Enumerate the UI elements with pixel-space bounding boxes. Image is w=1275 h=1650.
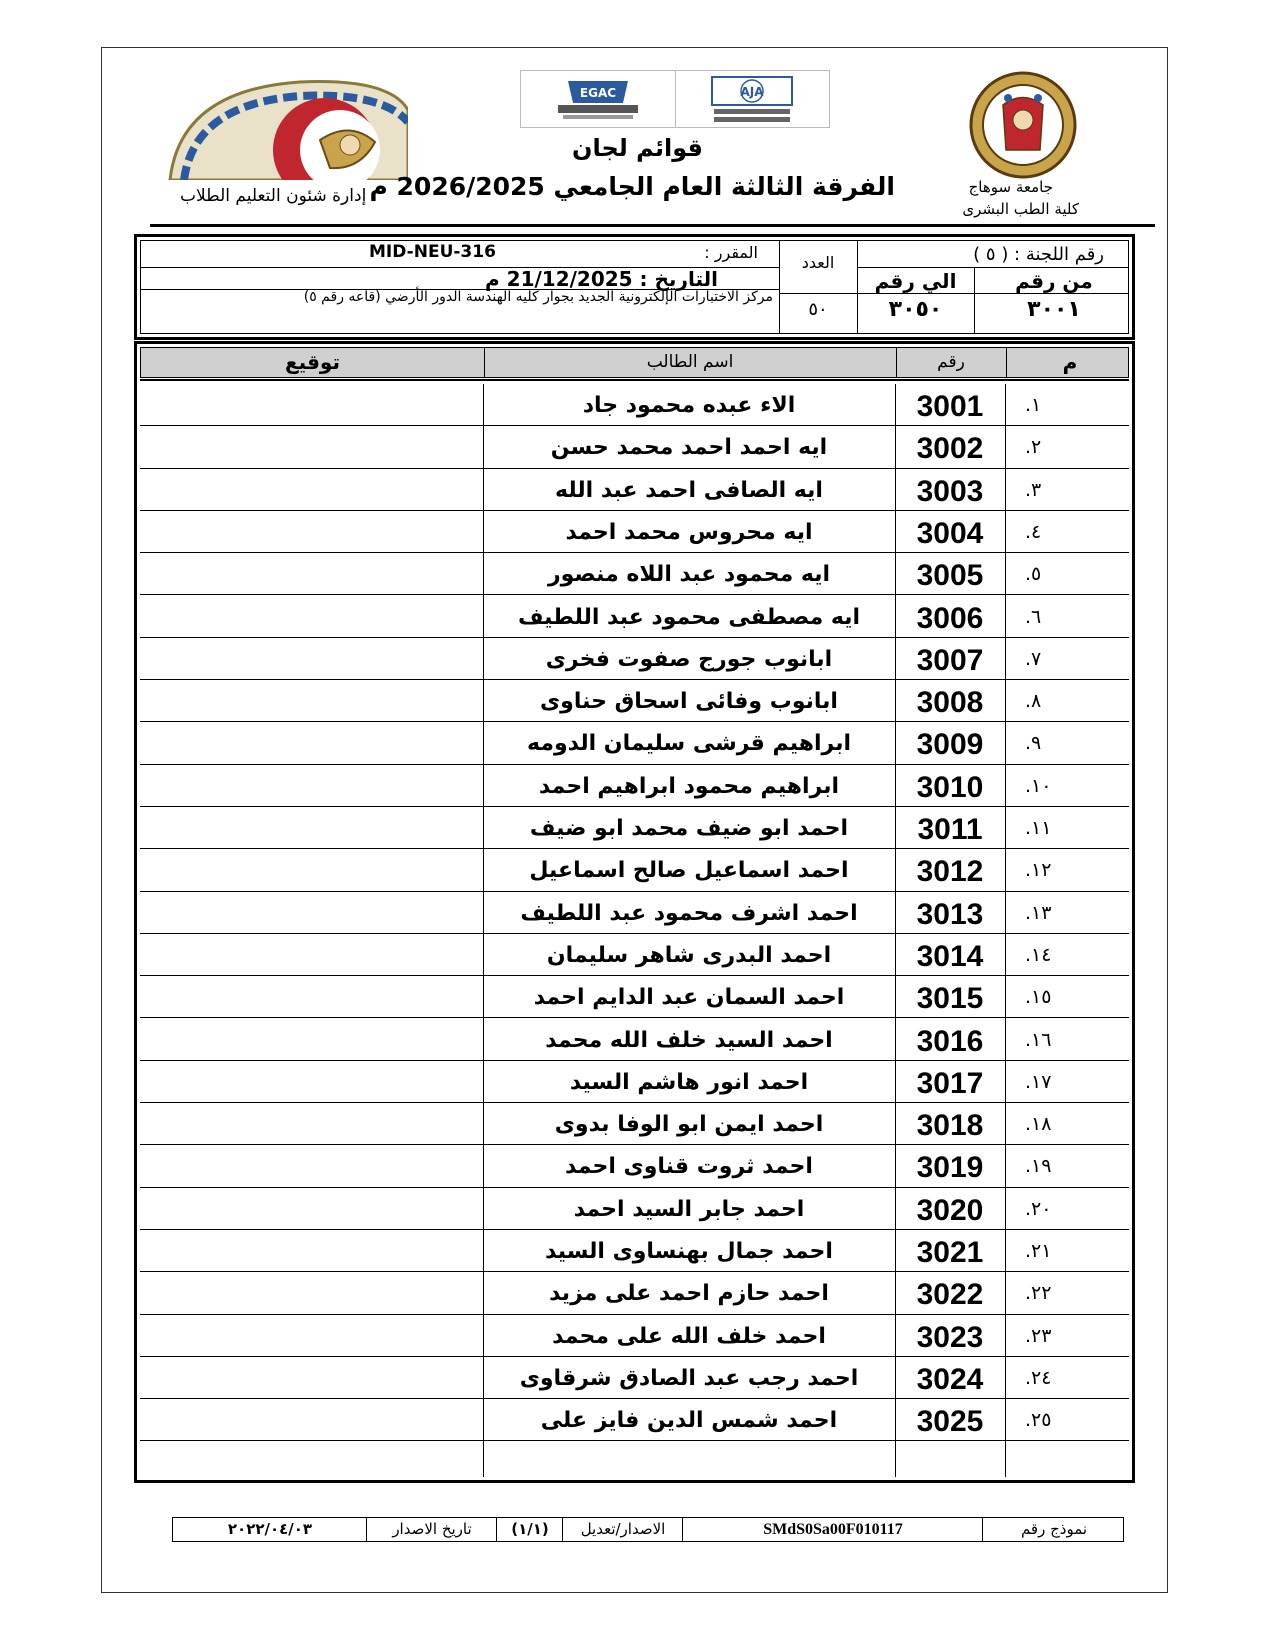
sohag-university-logo bbox=[968, 70, 1078, 180]
student-id: 3018 bbox=[916, 1109, 984, 1143]
course-label: المقرر : bbox=[704, 243, 758, 262]
signature-cell[interactable] bbox=[140, 1188, 483, 1231]
header-divider bbox=[150, 224, 1155, 227]
signature-cell[interactable] bbox=[140, 892, 483, 935]
table-row bbox=[140, 426, 1129, 468]
university-name: جامعة سوهاج bbox=[968, 178, 1053, 196]
student-id: 3006 bbox=[916, 601, 984, 635]
student-id: 3024 bbox=[916, 1362, 984, 1396]
student-id: 3004 bbox=[916, 516, 984, 550]
table-row bbox=[140, 1061, 1129, 1103]
page-title: قوائم لجان bbox=[572, 134, 703, 162]
table-row bbox=[140, 680, 1129, 722]
row-index: ٦. bbox=[1025, 605, 1042, 628]
students-table bbox=[134, 341, 1135, 1483]
table-row bbox=[140, 1103, 1129, 1145]
count-label: العدد bbox=[801, 253, 835, 272]
signature-cell[interactable] bbox=[140, 807, 483, 850]
student-id: 3023 bbox=[916, 1320, 984, 1354]
header-signature: توقيع bbox=[285, 350, 340, 374]
table-row bbox=[140, 1230, 1129, 1272]
table-row bbox=[140, 1357, 1129, 1399]
issue-date-label: تاريخ الاصدار bbox=[392, 1520, 472, 1538]
table-row bbox=[140, 976, 1129, 1018]
student-id: 3021 bbox=[916, 1236, 984, 1269]
student-id: 3010 bbox=[916, 770, 984, 804]
student-id: 3016 bbox=[916, 1024, 984, 1058]
signature-cell[interactable] bbox=[140, 1399, 483, 1442]
row-index: ٢. bbox=[1025, 436, 1042, 459]
row-index: ١٢. bbox=[1025, 859, 1052, 882]
student-id: 3001 bbox=[916, 390, 984, 423]
row-index: ١٥. bbox=[1025, 986, 1052, 1009]
signature-cell[interactable] bbox=[140, 596, 483, 639]
row-index: ١٩. bbox=[1025, 1155, 1052, 1178]
header-id: رقم bbox=[937, 352, 965, 372]
header-student-name: اسم الطالب bbox=[646, 352, 734, 372]
exam-location: مركز الاختبارات الإلكترونية الجديد بجوار كليه الهندسة الدور الأرضي (قاعه رقم ٥) bbox=[303, 289, 773, 305]
svg-text:AJA: AJA bbox=[740, 85, 764, 99]
signature-cell[interactable] bbox=[140, 384, 483, 427]
table-row bbox=[140, 596, 1129, 638]
student-name: احمد رجب عبد الصادق شرقاوى bbox=[519, 1365, 859, 1391]
table-row bbox=[140, 638, 1129, 680]
table-row bbox=[140, 722, 1129, 764]
student-name: احمد خلف الله على محمد bbox=[552, 1323, 826, 1349]
student-id: 3002 bbox=[916, 432, 984, 466]
version-value: (١/١) bbox=[511, 1520, 549, 1538]
student-name: احمد السيد خلف الله محمد bbox=[545, 1027, 833, 1053]
table-header bbox=[140, 347, 1129, 378]
row-index: ٢٤. bbox=[1025, 1366, 1052, 1389]
signature-cell[interactable] bbox=[140, 976, 483, 1019]
table-row bbox=[140, 892, 1129, 934]
student-name: ايه محروس محمد احمد bbox=[565, 519, 813, 545]
signature-cell[interactable] bbox=[140, 1103, 483, 1146]
certification-logos bbox=[520, 70, 830, 128]
student-id: 3019 bbox=[916, 1151, 984, 1185]
student-name: احمد البدرى شاهر سليمان bbox=[546, 942, 832, 968]
student-name: ايه مصطفى محمود عبد اللطيف bbox=[517, 604, 861, 630]
count-value: ٥٠ bbox=[808, 299, 828, 320]
signature-cell[interactable] bbox=[140, 469, 483, 512]
signature-cell[interactable] bbox=[140, 934, 483, 977]
signature-cell[interactable] bbox=[140, 638, 483, 681]
committee-info-box bbox=[134, 234, 1135, 340]
student-id: 3013 bbox=[916, 897, 984, 931]
student-id: 3022 bbox=[916, 1278, 984, 1312]
row-index: ٩. bbox=[1025, 732, 1042, 755]
row-index: ٢٢. bbox=[1025, 1282, 1052, 1305]
egac-logo bbox=[521, 71, 675, 127]
signature-cell[interactable] bbox=[140, 1019, 483, 1062]
signature-cell[interactable] bbox=[140, 426, 483, 469]
student-name: ايه احمد احمد محمد حسن bbox=[550, 435, 828, 461]
table-row bbox=[140, 469, 1129, 511]
signature-cell[interactable] bbox=[140, 511, 483, 554]
form-number-label: نموذج رقم bbox=[1020, 1520, 1088, 1538]
exam-date: التاريخ : 21/12/2025 م bbox=[485, 267, 718, 291]
row-index: ٢٥. bbox=[1025, 1409, 1052, 1432]
student-name: ابراهيم قرشى سليمان الدومه bbox=[526, 731, 851, 757]
committee-number: رقم اللجنة : ( ٥ ) bbox=[973, 244, 1104, 265]
table-row bbox=[140, 807, 1129, 849]
aja-logo bbox=[676, 71, 830, 127]
student-id: 3008 bbox=[916, 686, 984, 720]
student-name: احمد حازم احمد على مزيد bbox=[549, 1281, 829, 1307]
signature-cell[interactable] bbox=[140, 1357, 483, 1400]
student-name: احمد جمال بهنساوى السيد bbox=[545, 1239, 833, 1264]
student-id: 3011 bbox=[917, 813, 983, 846]
row-index: ٧. bbox=[1025, 647, 1042, 670]
row-index: ١٠. bbox=[1025, 774, 1052, 797]
signature-cell[interactable] bbox=[140, 680, 483, 723]
row-index: ٤. bbox=[1025, 520, 1042, 543]
signature-cell[interactable] bbox=[140, 1272, 483, 1315]
student-name: ابراهيم محمود ابراهيم احمد bbox=[538, 773, 840, 799]
row-index: ٨. bbox=[1025, 690, 1042, 713]
table-row bbox=[140, 553, 1129, 595]
student-name: احمد اسماعيل صالح اسماعيل bbox=[529, 858, 849, 884]
version-label: الاصدار/تعديل bbox=[580, 1520, 666, 1538]
to-number-label: الي رقم bbox=[874, 269, 957, 293]
issue-date-value: ٢٠٢٢/٠٤/٠٣ bbox=[227, 1520, 313, 1538]
to-number-value: ٣٠٥٠ bbox=[888, 297, 943, 322]
table-row bbox=[140, 934, 1129, 976]
table-row bbox=[140, 849, 1129, 891]
student-id: 3020 bbox=[916, 1193, 984, 1227]
table-row bbox=[140, 1188, 1129, 1230]
student-id: 3025 bbox=[916, 1405, 984, 1439]
row-index: ٢٣. bbox=[1025, 1324, 1052, 1347]
table-row bbox=[140, 765, 1129, 807]
table-row bbox=[140, 1315, 1129, 1357]
student-name: احمد ثروت قناوى احمد bbox=[565, 1154, 813, 1180]
table-row bbox=[140, 1272, 1129, 1314]
faculty-of-medicine-logo bbox=[160, 70, 408, 180]
student-id: 3015 bbox=[916, 982, 984, 1016]
row-index: ٢٠. bbox=[1025, 1197, 1052, 1220]
row-index: ٢١. bbox=[1025, 1240, 1052, 1262]
signature-cell[interactable] bbox=[140, 1061, 483, 1104]
student-name: احمد شمس الدين فايز على bbox=[540, 1408, 838, 1434]
course-code: MID-NEU-316 bbox=[369, 242, 496, 262]
student-name: ابانوب جورج صفوت فخرى bbox=[545, 646, 833, 672]
row-index: ١١. bbox=[1025, 817, 1052, 839]
row-index: ١٣. bbox=[1025, 901, 1052, 924]
table-row bbox=[140, 1145, 1129, 1187]
row-index: ١٦. bbox=[1025, 1028, 1052, 1051]
from-number-label: من رقم bbox=[1015, 269, 1093, 293]
student-name: احمد ابو ضيف محمد ابو ضيف bbox=[529, 816, 849, 841]
row-index: ١. bbox=[1025, 394, 1042, 416]
student-name: احمد اشرف محمود عبد اللطيف bbox=[520, 900, 858, 926]
table-row bbox=[140, 1019, 1129, 1061]
signature-cell[interactable] bbox=[140, 1315, 483, 1358]
svg-text:EGAC: EGAC bbox=[579, 86, 616, 100]
table-row bbox=[140, 384, 1129, 426]
student-name: احمد انور هاشم السيد bbox=[569, 1069, 809, 1095]
student-id: 3005 bbox=[916, 559, 984, 593]
student-name: ايه الصافى احمد عبد الله bbox=[555, 477, 823, 503]
student-name: احمد جابر السيد احمد bbox=[573, 1196, 805, 1222]
table-body bbox=[140, 384, 1129, 1477]
from-number-value: ٣٠٠١ bbox=[1027, 297, 1081, 322]
student-id: 3012 bbox=[916, 855, 984, 889]
student-id: 3014 bbox=[916, 939, 984, 973]
admin-department: إدارة شئون التعليم الطلاب bbox=[180, 186, 367, 206]
student-name: ايه محمود عبد اللاه منصور bbox=[547, 562, 831, 588]
student-id: 3017 bbox=[916, 1066, 984, 1100]
student-name: احمد ايمن ابو الوفا بدوى bbox=[554, 1112, 824, 1138]
signature-cell[interactable] bbox=[140, 765, 483, 808]
row-index: ١٨. bbox=[1025, 1113, 1052, 1136]
student-name: الاء عبده محمود جاد bbox=[582, 393, 796, 418]
row-index: ١٧. bbox=[1025, 1070, 1052, 1093]
signature-cell[interactable] bbox=[140, 849, 483, 892]
signature-cell[interactable] bbox=[140, 1145, 483, 1188]
page-subtitle: الفرقة الثالثة العام الجامعي 2026/2025 م bbox=[369, 172, 895, 201]
signature-cell[interactable] bbox=[140, 722, 483, 765]
row-index: ١٤. bbox=[1025, 943, 1052, 966]
student-name: احمد السمان عبد الدايم احمد bbox=[533, 985, 845, 1011]
student-id: 3003 bbox=[916, 474, 984, 508]
student-name: ابانوب وفائى اسحاق حناوى bbox=[540, 689, 838, 715]
table-row bbox=[140, 1399, 1129, 1441]
form-code: SMdS0Sa00F010117 bbox=[763, 1521, 903, 1538]
student-id: 3009 bbox=[916, 728, 984, 762]
row-index: ٥. bbox=[1025, 563, 1042, 586]
table-row bbox=[140, 511, 1129, 553]
student-id: 3007 bbox=[916, 643, 984, 677]
signature-cell[interactable] bbox=[140, 553, 483, 596]
row-index: ٣. bbox=[1025, 478, 1042, 501]
faculty-name: كلية الطب البشرى bbox=[962, 200, 1079, 218]
signature-cell[interactable] bbox=[140, 1230, 483, 1273]
header-index: م bbox=[1062, 350, 1078, 374]
form-footer bbox=[172, 1517, 1124, 1542]
